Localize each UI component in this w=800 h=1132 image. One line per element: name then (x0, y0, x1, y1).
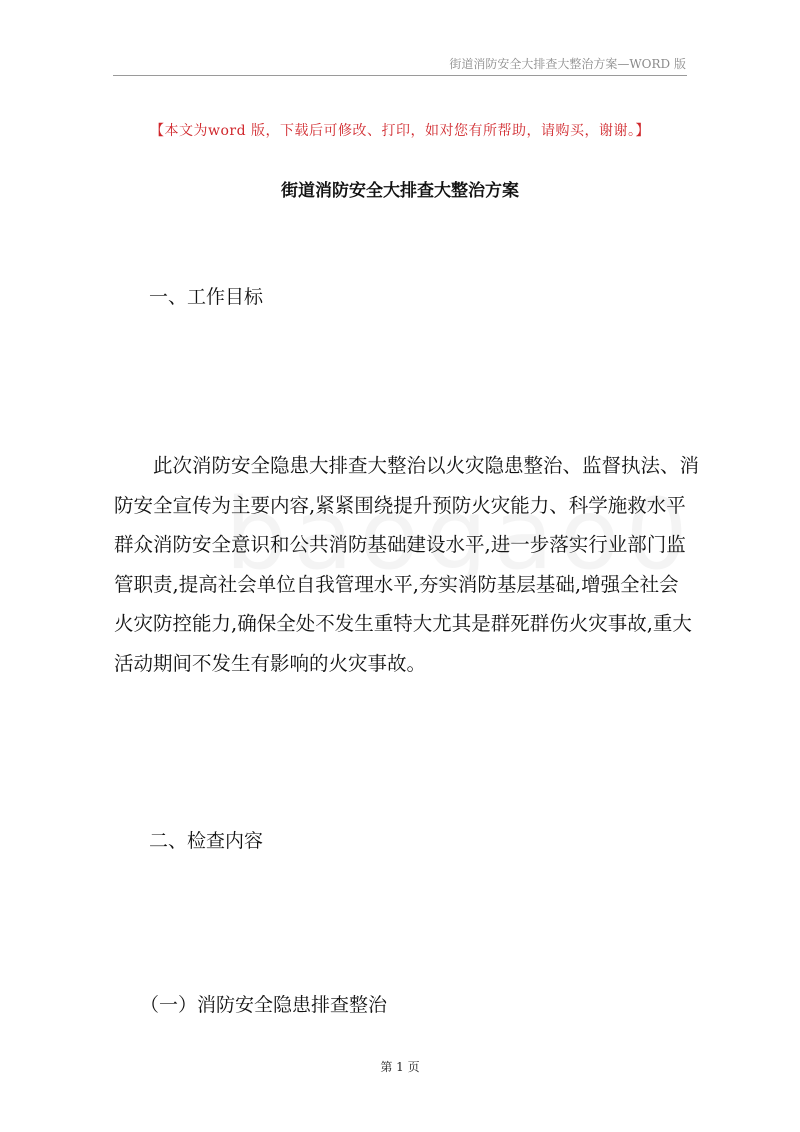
document-title: 街道消防安全大排查大整治方案 (281, 181, 519, 201)
paragraph-line: 群众消防安全意识和公共消防基础建设水平,进一步落实行业部门监 (114, 533, 686, 557)
paragraph-line: 防安全宣传为主要内容,紧紧围绕提升预防火灾能力、科学施救水平 (114, 493, 686, 517)
paragraph-line: 活动期间不发生有影响的火灾事故。 (114, 651, 427, 675)
subsection-heading: （一）消防安全隐患排查整治 (140, 994, 388, 1016)
section-heading-check: 二、检查内容 (149, 830, 264, 852)
section-heading-goal: 一、工作目标 (149, 286, 264, 308)
page-number: 第 1 页 (380, 1060, 420, 1074)
paragraph-line: 管职责,提高社会单位自我管理水平,夯实消防基层基础,增强全社会 (114, 572, 679, 596)
running-header: 街道消防安全大排查大整治方案—WORD 版 (449, 57, 686, 71)
goal-paragraph (114, 446, 700, 684)
paragraph-line: 此次消防安全隐患大排查大整治以火灾隐患整治、监督执法、消 (114, 454, 700, 477)
header-divider (113, 75, 687, 76)
purchase-notice: 【本文为word 版，下载后可修改、打印，如对您有所帮助，请购买，谢谢。】 (149, 123, 650, 139)
paragraph-line: 火灾防控能力,确保全处不发生重特大尤其是群死群伤火灾事故,重大 (114, 612, 692, 636)
